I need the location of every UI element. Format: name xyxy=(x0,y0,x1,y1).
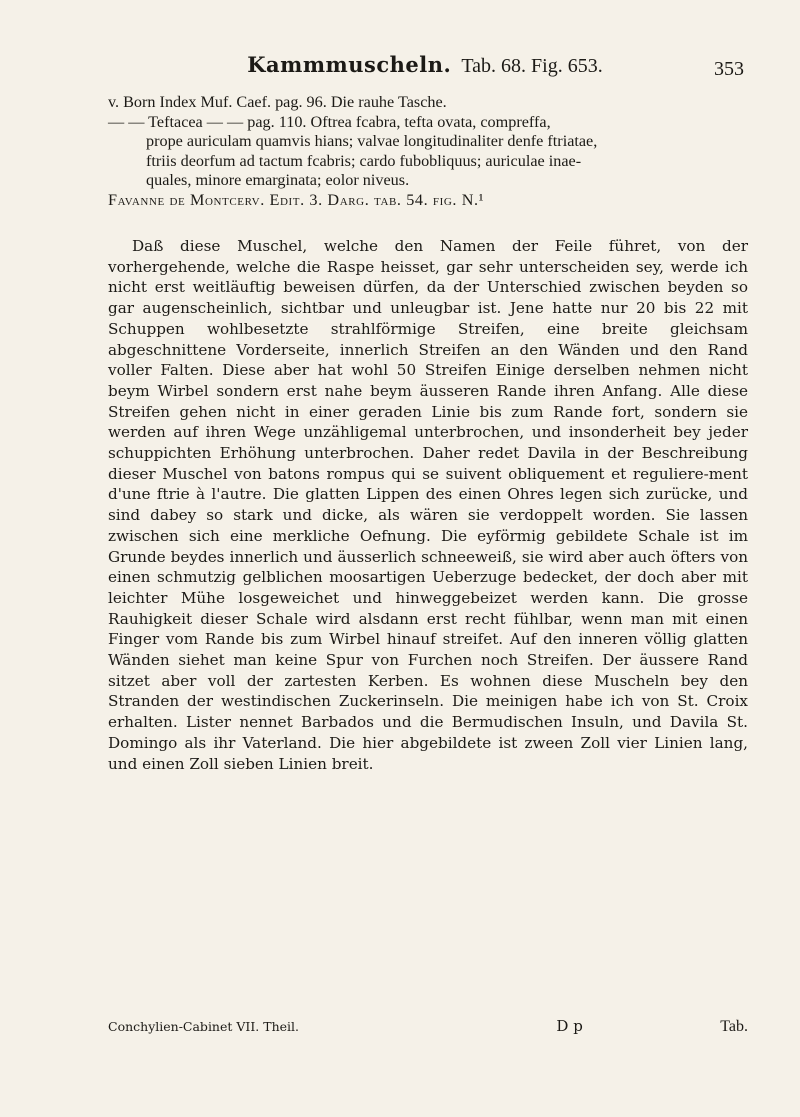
reference-line: — — Teftacea — — pag. 110. Oftrea fcabra, tefta ovata, compreffa, xyxy=(108,112,551,131)
book-title: Conchylien-Cabinet VII. Theil. xyxy=(108,1019,299,1034)
page-footer xyxy=(108,1017,748,1036)
reference-line: ftriis deorfum ad tactum fcabris; cardo fubobliquus; auriculae inae- xyxy=(146,151,582,170)
running-title: Kammmuscheln. xyxy=(247,52,452,77)
body-paragraph: Daß diese Muschel, welche den Namen der Feile führet, von der vorhergehende, welche die Raspe heisset, gar sehr unterscheiden sey, werde ich nicht erst weitläuftig beweisen dürfen, da der Unterschied zwischen beyden so gar augenscheinlich, sichtbar und unleugbar ist. Jene hatte nur 20 bis 22 mit Schuppen wohlbesetzte strahlförmige Streifen, eine breite gleichsam abgeschnittene Vorderseite, innerlich Streifen an den Wänden und den Rand voller Falten. Diese aber hat wohl 50 Streifen Einige derselben nehmen nicht beym Wirbel sondern erst nahe beym äusseren Rande ihren Anfang. Alle diese Streifen gehen nicht in einer geraden Linie bis zum Rande fort, sondern sie werden auf ihren Wege unzähligemal unterbrochen, und insonderheit bey jeder schuppichten Erhöhung unterbrochen. Daher redet Davila in der Beschreibung dieser Muschel von batons rompus qui se suivent obliquement et reguliere-ment d'une ftrie à l'autre. Die glatten Lippen des einen Ohres legen sich zurücke, und sind dabey so stark und dicke, als wären sie verdoppelt worden. Sie lassen zwischen sich eine merkliche Oefnung. Die eyförmig gebildete Schale ist im Grunde beydes innerlich und äusserlich schneeweiß, sie wird aber auch öfters von einen schmutzig gelblichen moosartigen Ueberzuge bedecket, der doch aber mit leichter Mühe losgeweichet und hinweggebeizet werden kann. Die grosse Rauhigkeit dieser Schale wird alsdann erst recht fühlbar, wenn man mit einen Finger vom Rande bis zum Wirbel hinauf streifet. Auf den inneren völlig glatten Wänden siehet man keine Spur von Furchen noch Streifen. Der äussere Rand sitzet aber voll der zartesten Kerben. Es wohnen diese Muscheln bey den Stranden der westindischen Zuckerinseln. Die meinigen habe ich von St. Croix erhalten. Lister nennet Barbados und die Bermudischen Insuln, und Davila St. Domingo als ihr Vaterland. Die hier abgebildete ist zween Zoll vier Linien lang, und einen Zoll sieben Linien breit. xyxy=(108,237,748,773)
reference-line: prope auriculam quamvis hians; valvae longitudinaliter denfe ftriatae, xyxy=(146,132,598,151)
page-header xyxy=(115,52,735,78)
catchword: Tab. xyxy=(720,1018,748,1035)
page-number: 353 xyxy=(714,58,744,80)
bibliographic-references xyxy=(108,93,748,211)
plate-reference: Tab. 68. Fig. 653. xyxy=(461,55,603,77)
reference-line: Favanne de Montcerv. Edit. 3. Darg. tab. 54. fig. N.¹ xyxy=(108,190,485,209)
main-text xyxy=(108,236,748,774)
reference-line: quales, minore emarginata; eolor niveus. xyxy=(146,171,410,190)
reference-line: v. Born Index Muf. Caef. pag. 96. Die rauhe Tasche. xyxy=(108,93,447,111)
signature-mark: D p xyxy=(556,1017,583,1035)
